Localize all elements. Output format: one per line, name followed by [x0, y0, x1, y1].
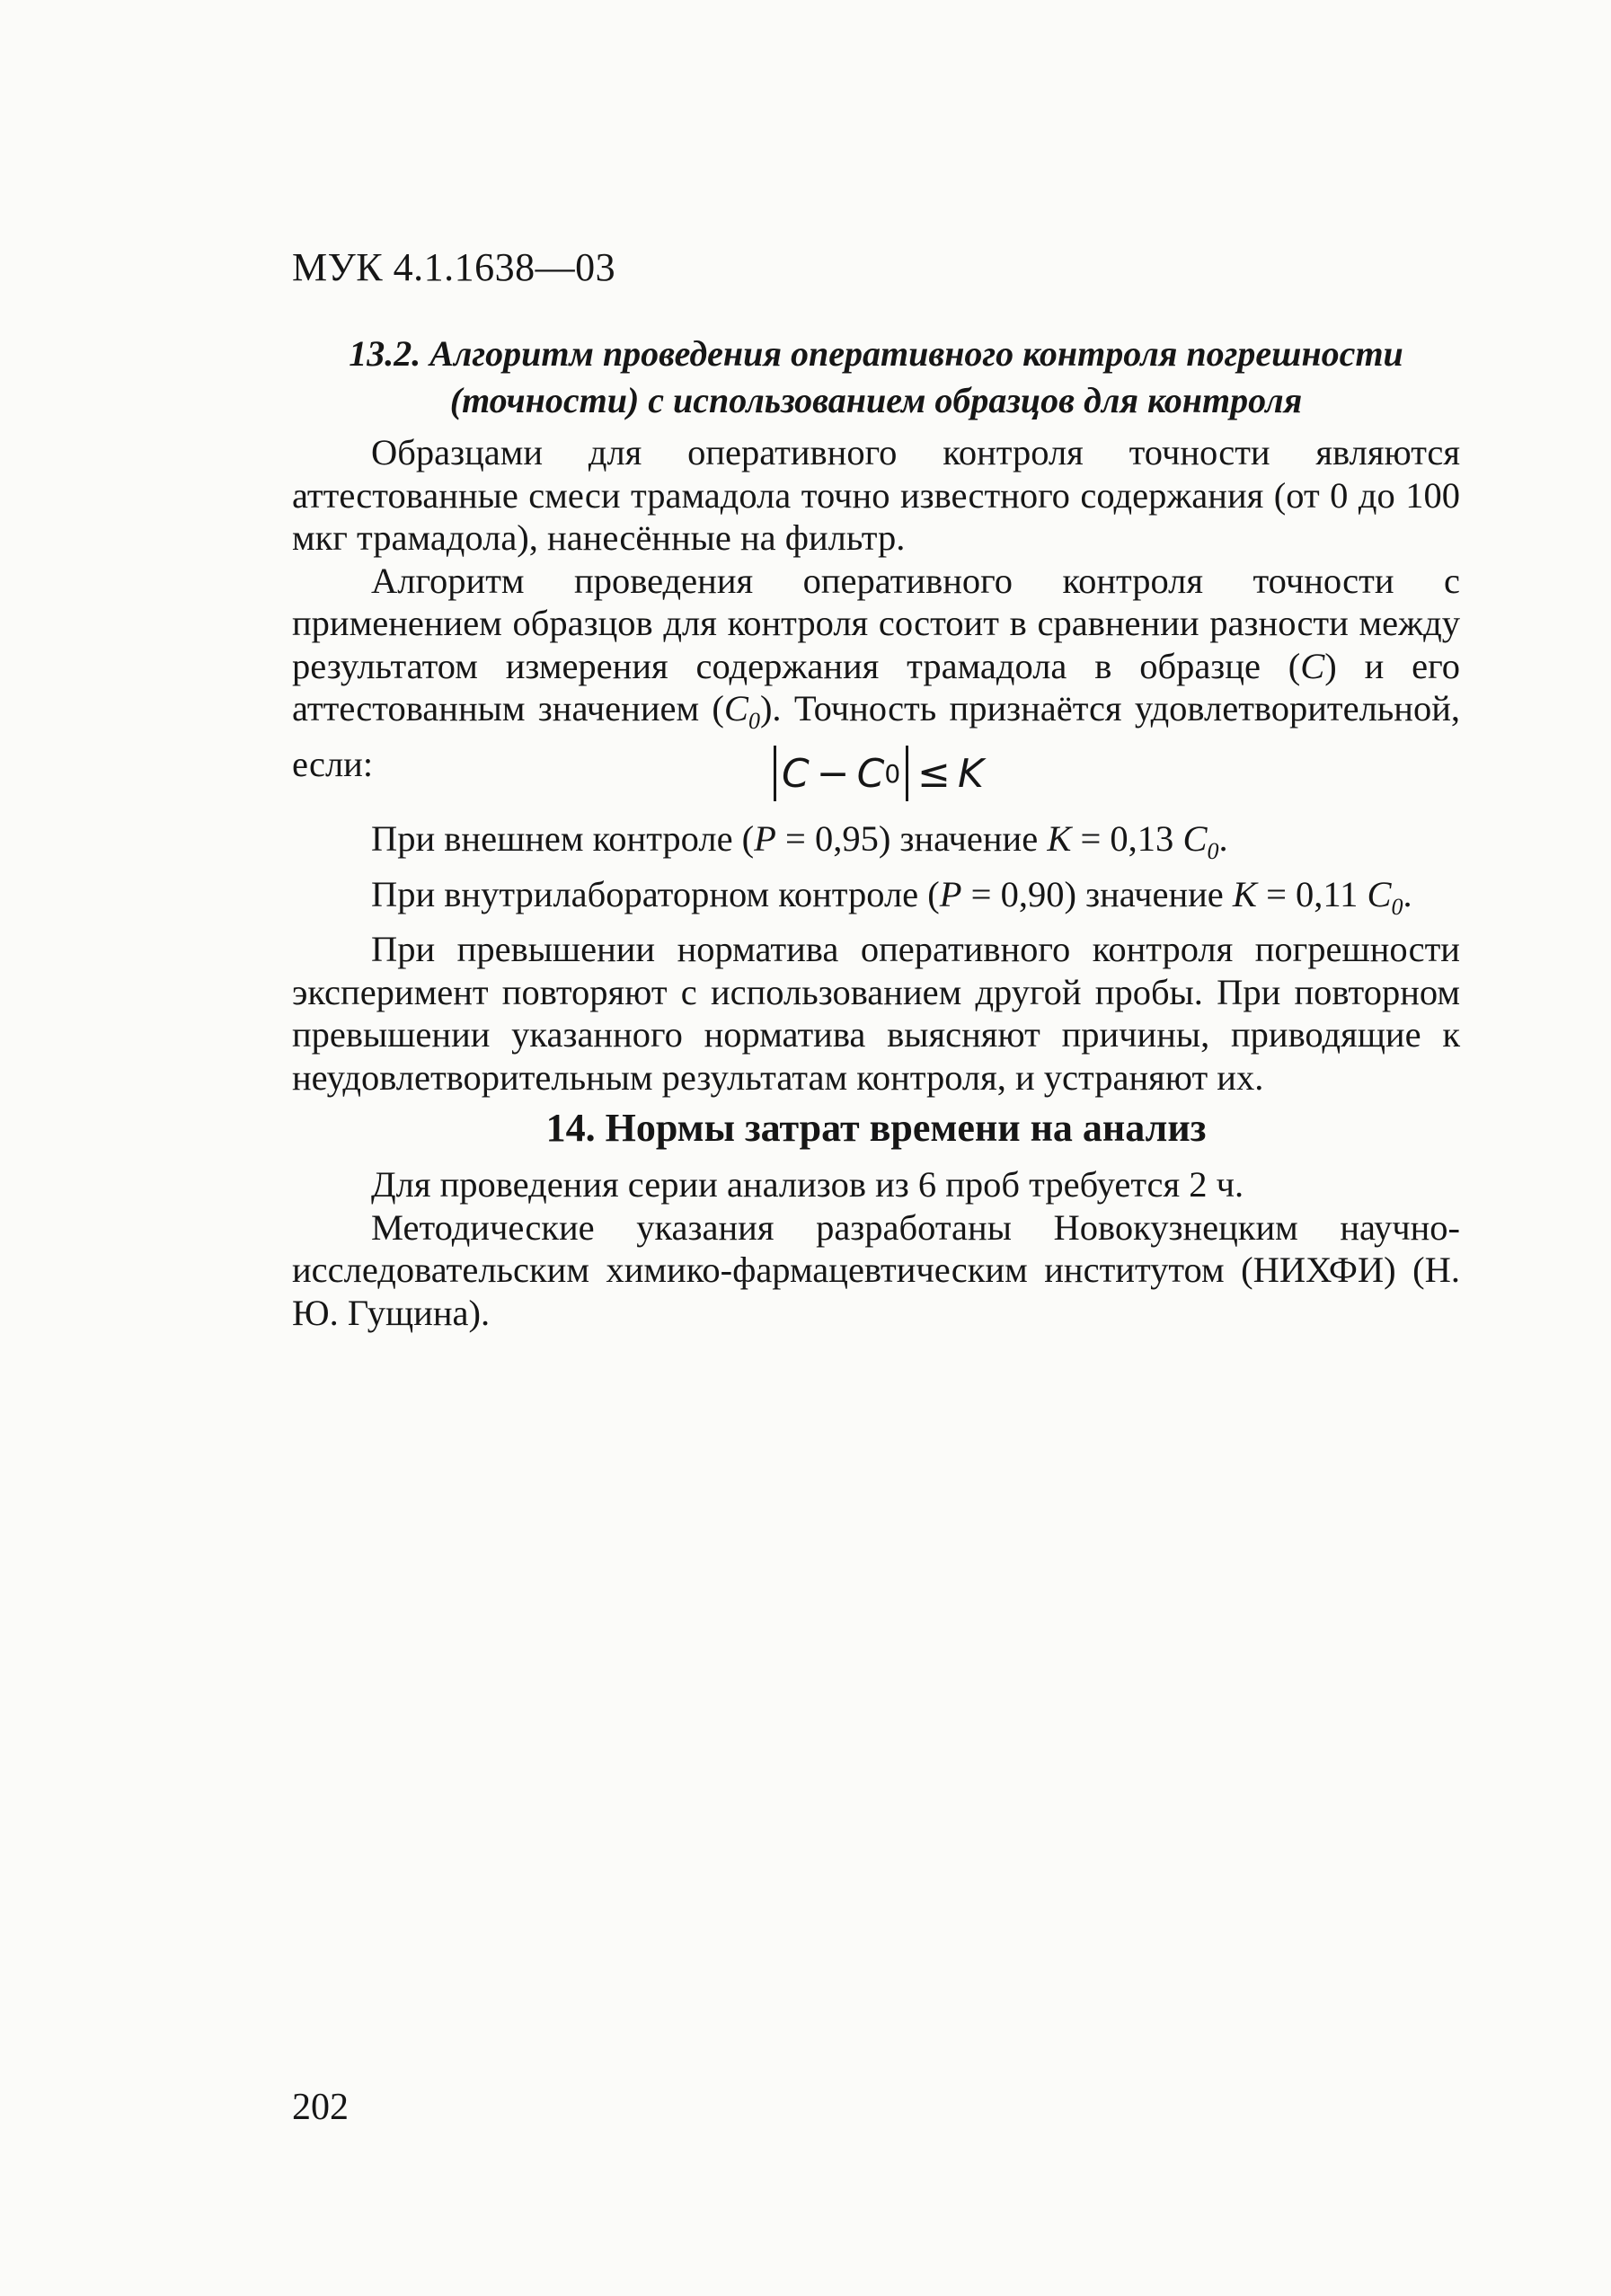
formula-le: ≤ [917, 750, 952, 797]
external-c-subscript: 0 [1207, 838, 1219, 865]
paragraph-exceed-norm: При превышении норматива оперативного контроля погрешности эксперимент повторяют с использованием другой пробы. При повторном превышении указанного норматива выясняют причины, приводящие к неудовлетворительным результатам контроля, и устраняют их. [292, 929, 1460, 1098]
formula-c: C [782, 750, 810, 797]
internal-p: P [939, 873, 962, 914]
internal-text-c: = 0,11 [1256, 873, 1368, 914]
formula-c0: C [856, 750, 885, 797]
symbol-c: C [1300, 645, 1325, 686]
paragraph-external-control: При внешнем контроле (P = 0,95) значение K = 0,13 $C_0$. [371, 818, 1228, 865]
page-number: 202 [292, 2087, 349, 2128]
internal-text-a: При внутрилабораторном контроле ( [371, 873, 940, 914]
para2-text-end: ). Точность признаётся удовлетворительной, если: [292, 688, 1461, 784]
internal-c: C [1367, 873, 1392, 914]
section-13-2-title-line1 [292, 331, 1460, 377]
internal-c-subscript: 0 [1391, 893, 1403, 920]
section-14-heading: 14. Нормы затрат времени на анализ [545, 1106, 1207, 1150]
formula-k: K [958, 750, 984, 797]
document-code: МУК 4.1.1638—03 [292, 245, 616, 289]
symbol-c0: C [723, 688, 748, 729]
external-p: P [754, 818, 776, 859]
accuracy-formula [768, 746, 984, 801]
section-13-2-title-line2: (точности) с использованием образцов для контроля [449, 380, 1303, 420]
section-14-body [292, 1163, 1460, 1334]
internal-text-b: = 0,90) значение [961, 873, 1233, 914]
section-13-2-body-bottom [292, 817, 1460, 1099]
external-text-a: При внешнем контроле ( [371, 818, 755, 859]
section-13-2-heading [292, 331, 1460, 424]
section-number: 13.2. [349, 333, 421, 374]
title-line1-text: Алгоритм проведения оперативного контроля погрешности [429, 333, 1403, 374]
symbol-c0-subscript: 0 [748, 708, 760, 735]
external-k: K [1047, 818, 1072, 859]
section-13-2-body-top [292, 431, 1460, 785]
paragraph-authors: Методические указания разработаны Новокузнецким научно-исследовательским химико-фармацевтическим институтом (НИХФИ) (Н. Ю. Гущина). [292, 1206, 1460, 1333]
paragraph-reference-samples: Образцами для оперативного контроля точности являются аттестованные смеси трамадола точно известного содержания (от 0 до 100 мкг трамадола), нанесённые на фильтр. [292, 432, 1460, 558]
para2-text-b: ) и его аттестованным значением ( [292, 645, 1460, 729]
formula-c0-subscript: 0 [884, 758, 901, 789]
external-text-b: = 0,95) значение [775, 818, 1048, 859]
para2-text-a: Алгоритм проведения оперативного контроля точности с применением образцов для контроля состоит в сравнении разности между результатом измерения содержания трамадола в образце ( [292, 560, 1460, 686]
paragraph-internal-control: При внутрилабораторном контроле (P = 0,90) значение K = 0,11 $C_0$. [371, 873, 1412, 920]
paragraph-time-norm: Для проведения серии анализов из 6 проб требуется 2 ч. [371, 1164, 1244, 1205]
external-c: C [1182, 818, 1208, 859]
internal-k: K [1232, 873, 1257, 914]
abs-bar-right [906, 746, 908, 801]
external-text-c: = 0,13 [1071, 818, 1183, 859]
abs-bar-left [774, 746, 776, 801]
formula-minus: − [816, 750, 850, 797]
